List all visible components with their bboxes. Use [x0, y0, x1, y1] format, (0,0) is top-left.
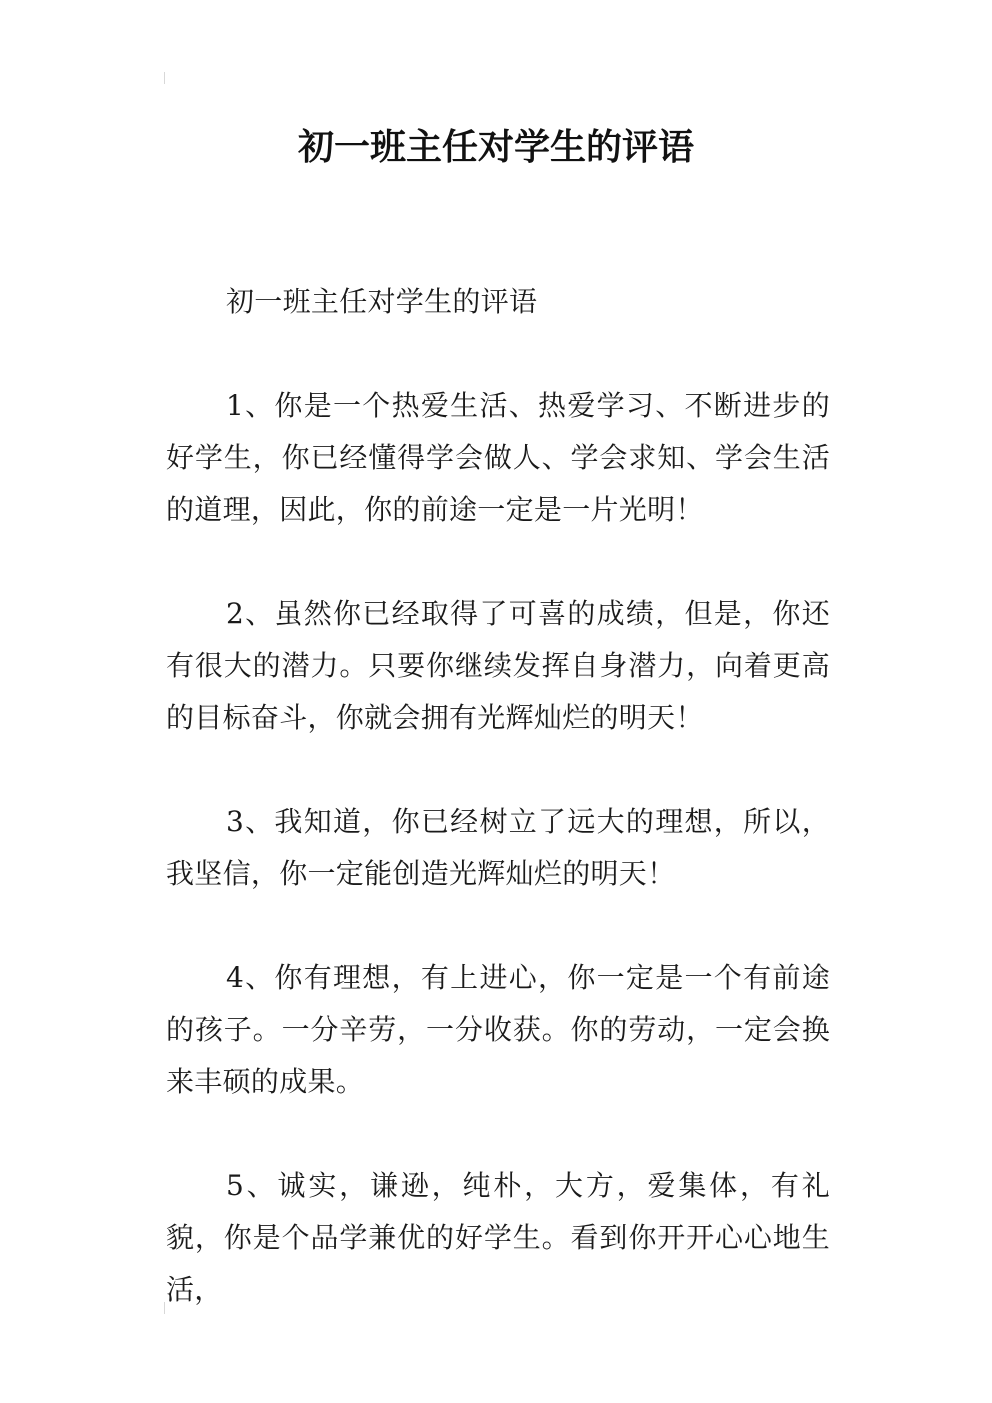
- paragraph-comment-3: 3、我知道，你已经树立了远大的理想，所以，我坚信，你一定能创造光辉灿烂的明天！: [166, 805, 830, 890]
- paragraph-comment-1: 1、你是一个热爱生活、热爱学习、不断进步的好学生，你已经懂得学会做人、学会求知、学会生活的道理，因此，你的前途一定是一片光明！: [166, 389, 830, 526]
- page-corner-mark-top: [164, 72, 165, 84]
- paragraph-subtitle: 初一班主任对学生的评语: [226, 285, 538, 318]
- document-body: [166, 276, 830, 1368]
- paragraph-comment-5: 5、诚实，谦逊，纯朴，大方，爱集体，有礼貌，你是个品学兼优的好学生。看到你开开心心地生活，: [166, 1169, 830, 1306]
- paragraph-comment-2: 2、虽然你已经取得了可喜的成绩，但是，你还有很大的潜力。只要你继续发挥自身潜力，向着更高的目标奋斗，你就会拥有光辉灿烂的明天！: [166, 597, 830, 734]
- paragraph-comment-4: 4、你有理想，有上进心，你一定是一个有前途的孩子。一分辛劳，一分收获。你的劳动，一定会换来丰硕的成果。: [166, 961, 830, 1098]
- document-title: 初一班主任对学生的评语: [297, 127, 694, 168]
- page-corner-mark-bottom: [164, 1302, 165, 1314]
